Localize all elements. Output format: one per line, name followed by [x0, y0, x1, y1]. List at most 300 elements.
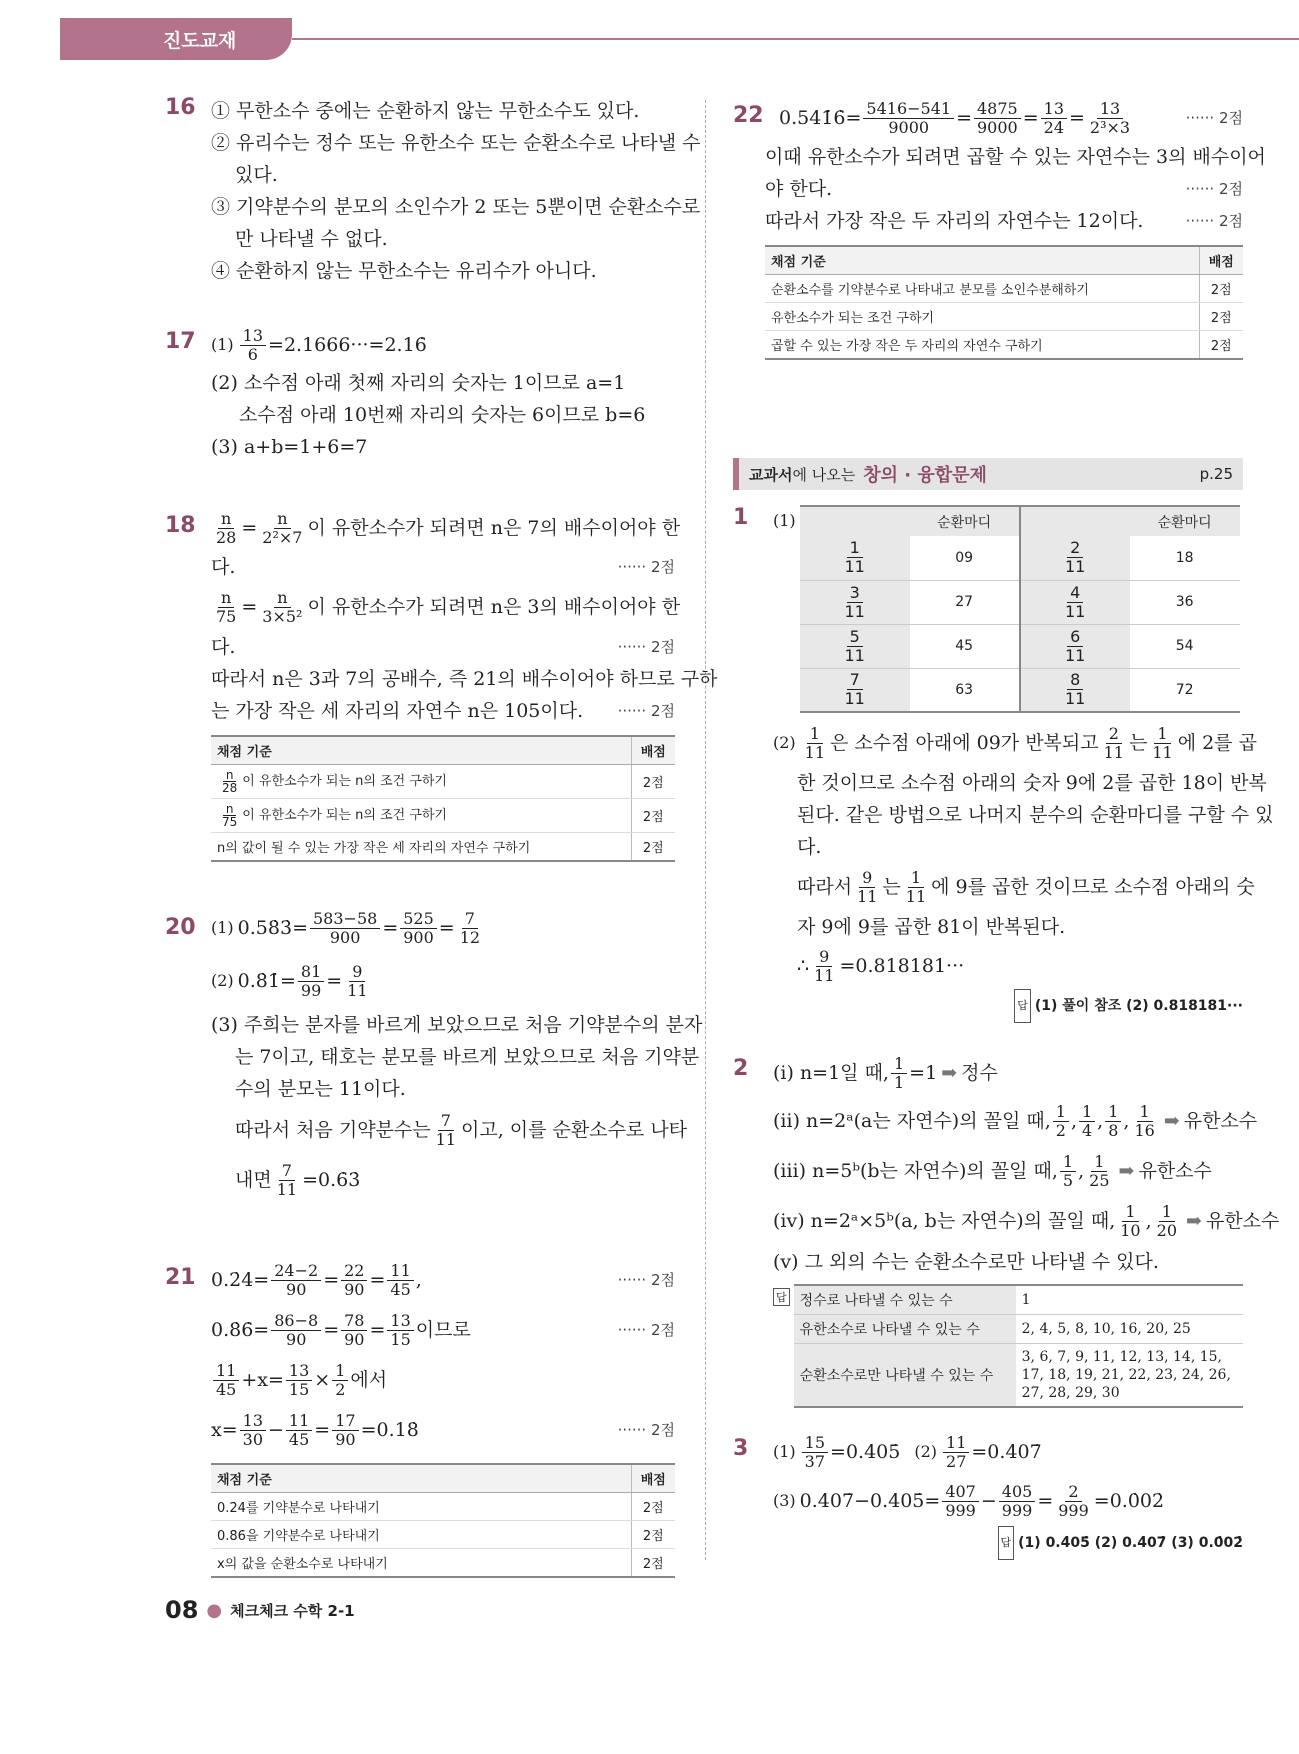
criterion: x의 값을 순환소수로 나타내기 — [211, 1549, 631, 1578]
text: 은 소수점 아래에 09가 반복되고 — [830, 732, 1099, 754]
section-banner — [733, 458, 1243, 490]
kind-values: 3, 6, 7, 9, 11, 12, 13, 14, 15, 17, 18, 19, 21, 22, 23, 24, 26, 27, 28, 29, 30 — [1016, 1344, 1243, 1408]
fraction — [841, 628, 867, 665]
numerator: 7 — [462, 910, 478, 929]
fraction — [1062, 628, 1088, 665]
denominator: 4 — [1081, 1120, 1093, 1140]
question-1 — [733, 505, 1274, 1023]
text: (ⅱ) n=2ᵃ(a는 자연수)의 꼴일 때, — [773, 1110, 1051, 1132]
item-tag: (2) — [773, 733, 796, 752]
fraction — [1149, 725, 1175, 762]
fraction — [298, 963, 324, 1000]
numerator: 8 — [1067, 671, 1083, 690]
text-line — [211, 631, 675, 663]
problem-21 — [165, 1255, 675, 1578]
denominator: 11 — [1152, 742, 1173, 762]
fraction — [974, 100, 1021, 137]
denominator: 90 — [286, 1279, 307, 1299]
banner-page: p.25 — [1199, 465, 1233, 483]
denominator: 11 — [844, 601, 865, 621]
table-row — [211, 1521, 675, 1549]
fraction — [1062, 671, 1088, 708]
score: 2점 — [1199, 331, 1243, 360]
fraction — [400, 910, 437, 947]
numerator: 7 — [847, 671, 863, 690]
text: 따라서 처음 기약분수는 — [235, 1119, 431, 1141]
fraction — [332, 1362, 348, 1399]
text-line: 0.541̇6̇= $\frac{5416-541}{9000}$ = $\frac{4875}{9000}$ = $\frac{13}{24}$ = $\frac{13}{\text{2³×3}}$ ······ 2점 — [779, 98, 1243, 137]
denominator: 11 — [435, 1129, 456, 1149]
arrow-icon: ➡ — [941, 1062, 958, 1084]
denominator: 75 — [216, 606, 237, 626]
column-divider — [705, 100, 706, 1560]
criterion: 곱할 수 있는 가장 작은 두 자리의 자연수 구하기 — [765, 331, 1199, 360]
denominator: 9000 — [977, 117, 1018, 137]
problem-number: 1 — [733, 505, 749, 530]
expression: 0.8̇6̇= — [211, 1319, 270, 1341]
problem-number: 16 — [165, 95, 196, 120]
expression: x= — [211, 1419, 238, 1441]
fraction — [841, 671, 867, 708]
header-rule — [292, 38, 1299, 40]
points: ······ 2점 — [617, 1271, 675, 1289]
numerator: n — [223, 769, 237, 782]
numerator: 11 — [387, 1262, 413, 1281]
fraction — [387, 1262, 413, 1299]
text-line: 수의 분모는 11이다. — [235, 1078, 406, 1100]
denominator: 30 — [242, 1429, 263, 1449]
text: 다. — [211, 556, 236, 578]
problem-number: 22 — [733, 103, 764, 128]
numerator: 9 — [859, 869, 875, 888]
text-line — [773, 943, 1243, 989]
fraction — [286, 1362, 312, 1399]
numerator: 407 — [942, 1483, 979, 1502]
denominator: 900 — [329, 927, 361, 947]
numerator: n — [274, 510, 290, 529]
denominator: 28 — [222, 781, 238, 795]
result: 유한소수 — [1138, 1160, 1212, 1182]
kind-label: 순환소수로만 나타낼 수 있는 수 — [794, 1344, 1016, 1408]
text: (ⅰ) n=1일 때, — [773, 1062, 889, 1084]
denominator: 15 — [390, 1329, 411, 1349]
denominator: 5 — [1062, 1170, 1074, 1190]
banner-title: 창의 · 융합문제 — [863, 465, 987, 486]
text-line — [211, 1105, 688, 1155]
arrow-icon: ➡ — [1118, 1160, 1135, 1182]
question-2 — [733, 1050, 1280, 1408]
denominator: 11 — [1064, 557, 1086, 577]
fraction — [1154, 1203, 1180, 1240]
text-line: 자 9에 9를 곱한 81이 반복된다. — [797, 916, 1066, 938]
fraction — [903, 869, 929, 906]
points: ······ 2점 — [1185, 180, 1243, 198]
score: 2점 — [631, 1549, 675, 1578]
problem-number: 18 — [165, 513, 196, 538]
text-line: (2) 0.8̇1̇= $\frac{81}{99}$ = $\frac{9}{11}$ — [211, 953, 675, 1009]
table-row — [211, 1549, 675, 1578]
expression: +x= — [241, 1369, 284, 1391]
numerator: 405 — [999, 1483, 1036, 1502]
problem-18 — [165, 505, 718, 862]
numerator: n — [218, 589, 234, 608]
table-row — [800, 624, 1240, 668]
fraction — [1117, 1203, 1143, 1240]
result: 유한소수 — [1205, 1210, 1280, 1232]
expression: =0.4̇05̇ — [830, 1441, 901, 1463]
table-row — [765, 303, 1243, 331]
denominator: 1 — [893, 1072, 905, 1092]
table-row — [211, 833, 675, 862]
denominator: 11 — [1103, 742, 1124, 762]
criterion: 유한소수가 되는 조건 구하기 — [765, 303, 1199, 331]
denominator: 90 — [344, 1329, 365, 1349]
denominator: 15 — [288, 1379, 310, 1399]
denominator: 9000 — [888, 117, 930, 137]
scoring-table — [765, 245, 1243, 360]
text-line: 있다. — [235, 164, 278, 186]
fraction — [1060, 1153, 1076, 1190]
arrow-icon: ➡ — [1186, 1210, 1202, 1232]
page-footer — [165, 1596, 355, 1624]
denominator: 2 — [1055, 1120, 1066, 1140]
table-header: 순환마디 — [910, 506, 1020, 536]
denominator: 90 — [335, 1429, 356, 1449]
bullet-icon: ● — [206, 1599, 223, 1621]
fraction — [943, 1434, 969, 1471]
numerator: 2 — [1106, 725, 1122, 744]
item-tag: (1) — [211, 335, 234, 354]
numerator: 5416−541 — [863, 100, 954, 119]
numerator: 5 — [847, 628, 863, 647]
expression: =0.18̇ — [360, 1419, 419, 1441]
book-title: 체크체크 수학 2-1 — [230, 1601, 355, 1620]
table-row — [765, 275, 1243, 303]
text: 에서 — [350, 1369, 388, 1391]
scoring-table — [211, 1463, 675, 1578]
fraction — [802, 725, 828, 762]
expression: =0.6̇3̇ — [302, 1169, 361, 1191]
denominator: 999 — [945, 1500, 976, 1520]
table-row — [765, 331, 1243, 360]
points: ······ 2점 — [617, 1321, 675, 1339]
text-line — [773, 1428, 1243, 1476]
numerator: 1 — [1137, 1103, 1153, 1122]
fraction — [811, 948, 837, 985]
table-row — [794, 1285, 1243, 1315]
fraction — [213, 1362, 239, 1399]
table-header: 순환마디 — [1130, 506, 1240, 536]
problem-number: 3 — [733, 1436, 749, 1461]
fraction — [344, 963, 370, 1000]
denominator: 16 — [1134, 1120, 1155, 1140]
table-row — [794, 1315, 1243, 1344]
table-header: 채점 기준 — [211, 1464, 631, 1493]
points: ······ 2점 — [617, 702, 675, 720]
fraction — [433, 1112, 459, 1149]
numerator: 13 — [240, 1412, 266, 1431]
numerator: 11 — [943, 1434, 969, 1453]
score: 2점 — [1199, 303, 1243, 331]
points: ······ 2점 — [1185, 109, 1243, 127]
table-header: 배점 — [1199, 246, 1243, 275]
criterion: 이 유한소수가 되는 n의 조건 구하기 — [242, 774, 447, 789]
numerator: 2 — [1067, 539, 1083, 558]
text-line: ② 유리수는 정수 또는 유한소수 또는 순환소수로 나타낼 수 — [211, 132, 701, 154]
fraction — [341, 1262, 367, 1299]
numerator: 13 — [1097, 100, 1123, 119]
numerator: 1 — [1060, 1153, 1076, 1172]
fraction — [310, 910, 380, 947]
text: 이 유한소수가 되려면 n은 3의 배수이어야 한 — [307, 596, 681, 618]
fraction — [802, 1434, 828, 1471]
problem-17 — [165, 323, 675, 463]
numerator: 24−2 — [271, 1262, 321, 1281]
fraction — [1053, 1103, 1069, 1140]
numerator: 1 — [891, 1055, 907, 1074]
text-line: 된다. 같은 방법으로 나머지 분수의 순환마디를 구할 수 있 — [797, 804, 1274, 826]
text-line: 소수점 아래 10번째 자리의 숫자는 6이므로 b=6 — [239, 404, 646, 426]
text-line: 한 것이므로 소수점 아래의 숫자 9에 2를 곱한 18이 반복 — [797, 772, 1267, 794]
fraction — [240, 327, 266, 364]
numerator: 7 — [279, 1162, 295, 1181]
table-header-blank — [800, 506, 910, 536]
text-line: ③ 기약분수의 분모의 소인수가 2 또는 5뿐이면 순환소수로 — [211, 196, 701, 218]
numerator: 1 — [1053, 1103, 1069, 1122]
text: 이므로 — [415, 1319, 471, 1341]
fraction — [271, 1262, 321, 1299]
denominator: 75 — [222, 815, 238, 829]
fraction — [341, 1312, 367, 1349]
problem-16 — [165, 95, 701, 287]
fraction — [259, 589, 305, 626]
text: 다. — [211, 636, 236, 658]
cycle-value: 54 — [1130, 624, 1240, 668]
numerator: 13 — [1041, 100, 1067, 119]
header-tab-label: 진도교재 — [163, 30, 237, 52]
denominator: 8 — [1108, 1120, 1119, 1140]
denominator: 900 — [403, 927, 434, 947]
text: (ⅲ) n=5ᵇ(b는 자연수)의 꼴일 때, — [773, 1160, 1058, 1182]
points: ······ 2점 — [1185, 212, 1243, 230]
item-tag: (2) — [914, 1442, 938, 1461]
text: 는 가장 작은 세 자리의 자연수 n은 105이다. — [211, 700, 584, 722]
numerator: 1 — [1122, 1203, 1138, 1222]
expression: 0.4̇07̇−0.4̇05̇= — [799, 1490, 941, 1512]
denominator: 3×5² — [262, 606, 303, 626]
text: 는 — [882, 876, 901, 898]
text-line: 는 7이고, 태호는 분모를 바르게 보았으므로 처음 기약분 — [235, 1046, 700, 1068]
denominator: 11 — [844, 689, 865, 709]
criterion: 0.8̇6̇을 기약분수로 나타내기 — [211, 1521, 631, 1549]
denominator: 11 — [844, 557, 865, 577]
answer-mark: 답 — [1014, 989, 1031, 1023]
fraction — [1101, 725, 1127, 762]
operator: × — [314, 1369, 331, 1391]
denominator: 11 — [1064, 601, 1086, 621]
denominator: 2²×7 — [262, 527, 303, 547]
text-line: (3) 0.4̇07̇−0.4̇05̇= $\frac{407}{999}$ − $\frac{405}{999}$ = $\frac{2}{999}$ =0.0̇02̇ — [773, 1481, 1165, 1520]
problem-number: 20 — [165, 915, 196, 940]
denominator: 27 — [946, 1451, 967, 1471]
text-line — [765, 173, 1243, 205]
table-row — [800, 668, 1240, 712]
fraction — [274, 1162, 300, 1199]
fraction — [387, 1312, 413, 1349]
table-row — [211, 765, 675, 799]
fraction — [841, 584, 867, 621]
expression: 0.58̇3̇= — [237, 917, 308, 939]
text-line: (3) 주희는 분자를 바르게 보았으므로 처음 기약분수의 분자 — [211, 1014, 703, 1036]
points: ······ 2점 — [617, 1421, 675, 1439]
fraction — [1055, 1483, 1092, 1520]
fraction — [1105, 1103, 1121, 1140]
numerator: 81 — [298, 963, 324, 982]
numerator: 22 — [341, 1262, 367, 1281]
numerator: 1 — [847, 539, 863, 558]
numerator: 15 — [802, 1434, 828, 1453]
item-tag: (3) — [773, 1491, 796, 1510]
text-line — [211, 1155, 675, 1205]
numerator: 17 — [332, 1412, 358, 1431]
numerator: n — [223, 803, 237, 816]
table-header-blank — [1020, 506, 1130, 536]
denominator: 12 — [459, 927, 481, 947]
fraction — [271, 1312, 321, 1349]
cycle-value: 36 — [1130, 580, 1240, 624]
denominator: 90 — [286, 1329, 307, 1349]
text-line: ④ 순환하지 않는 무한소수는 유리수가 아니다. — [211, 260, 597, 282]
denominator: 45 — [390, 1279, 411, 1299]
cycle-value: 09 — [910, 536, 1020, 580]
text-line: $\frac{n}{28}$ = $\frac{n}{\text{2²×7}}$ 이 유한소수가 되려면 n은 7의 배수이어야 한 — [211, 505, 675, 551]
denominator: 20 — [1156, 1220, 1178, 1240]
score: 2점 — [631, 1493, 675, 1521]
text-line: 이때 유한소수가 되려면 곱할 수 있는 자연수는 3의 배수이어 — [765, 146, 1266, 168]
therefore-symbol: ∴ — [797, 955, 810, 977]
numerator: 1 — [1154, 725, 1170, 744]
text-line — [773, 719, 1257, 767]
numerator: 6 — [1067, 628, 1083, 647]
text-line: 만 나타낼 수 없다. — [235, 228, 388, 250]
text-line: (ⅲ) n=5ᵇ(b는 자연수)의 꼴일 때, $\frac{1}{5}$ , $\frac{1}{25}$ ➡ 유한소수 — [773, 1151, 1212, 1190]
table-row — [794, 1344, 1243, 1408]
denominator: 11 — [1064, 689, 1086, 709]
fraction — [1041, 100, 1067, 137]
numerator: 11 — [286, 1412, 312, 1431]
answer-mark: 답 — [998, 1526, 1015, 1560]
points: ······ 2점 — [617, 638, 675, 656]
fraction — [854, 869, 880, 906]
answer: (1) 0.4̇05̇ (2) 0.4̇07̇ (3) 0.0̇02̇ — [1018, 1535, 1243, 1551]
text: 이고, 이를 순환소수로 나타 — [460, 1119, 688, 1141]
item-tag: (1) — [773, 511, 796, 530]
item-tag: (1) — [773, 1442, 796, 1461]
numerator: 525 — [400, 910, 437, 929]
table-header: 배점 — [631, 736, 675, 765]
numerator: 7 — [438, 1112, 454, 1131]
denominator: 24 — [1043, 117, 1064, 137]
text-line: 다. — [797, 836, 822, 858]
table-row — [800, 580, 1240, 624]
answer-line — [773, 1526, 1243, 1560]
score: 2점 — [631, 1521, 675, 1549]
table-header: 채점 기준 — [765, 246, 1199, 275]
expression: 0.8̇1̇= — [237, 970, 296, 992]
arrow-icon: ➡ — [1163, 1110, 1180, 1132]
text: (ⅳ) n=2ᵃ×5ᵇ(a, b는 자연수)의 꼴일 때, — [773, 1210, 1116, 1232]
table-header: 배점 — [631, 1464, 675, 1493]
fraction — [863, 100, 954, 137]
criterion: 순환소수를 기약분수로 나타내고 분모를 소인수분해하기 — [765, 275, 1199, 303]
cycle-value: 72 — [1130, 668, 1240, 712]
points: ······ 2점 — [617, 558, 675, 576]
denominator: 11 — [857, 886, 878, 906]
text: 야 한다. — [765, 178, 833, 200]
kind-label: 정수로 나타낼 수 있는 수 — [794, 1285, 1016, 1315]
denominator: 28 — [216, 527, 237, 547]
text: , — [415, 1269, 422, 1291]
answer-table-wrap — [773, 1284, 1243, 1408]
denominator: 11 — [814, 965, 835, 985]
numerator: n — [274, 589, 290, 608]
numerator: 1 — [807, 725, 823, 744]
fraction — [1131, 1103, 1157, 1140]
numerator: 1 — [1079, 1103, 1095, 1122]
text: 에 2를 곱 — [1177, 732, 1257, 754]
denominator: 11 — [844, 645, 865, 665]
numerator: 13 — [387, 1312, 413, 1331]
criterion: 0.2̇4̇를 기약분수로 나타내기 — [211, 1493, 631, 1521]
numerator: 2 — [1065, 1483, 1081, 1502]
fraction — [999, 1483, 1036, 1520]
numerator: 13 — [286, 1362, 312, 1381]
text: 에 9를 곱한 것이므로 소수점 아래의 숫 — [931, 876, 1255, 898]
numerator: 9 — [349, 963, 365, 982]
score: 2점 — [631, 765, 675, 799]
denominator: 2³×3 — [1089, 117, 1131, 137]
answer-mark: 답 — [773, 1288, 790, 1306]
denominator: 25 — [1089, 1170, 1110, 1190]
numerator: 583−58 — [310, 910, 380, 929]
fraction — [891, 1055, 907, 1092]
fraction — [240, 1412, 266, 1449]
text-line: 따라서 n은 3과 7의 공배수, 즉 21의 배수이어야 하므로 구하 — [211, 668, 718, 690]
denominator: 11 — [804, 742, 826, 762]
numerator: 4 — [1067, 584, 1083, 603]
problem-number: 17 — [165, 329, 196, 354]
problem-number: 21 — [165, 1265, 196, 1290]
table-row — [211, 799, 675, 833]
fraction — [219, 803, 240, 828]
banner-keyword: 교과서 — [749, 465, 793, 484]
denominator: 11 — [276, 1179, 298, 1199]
cycle-table — [800, 505, 1240, 713]
problem-20 — [165, 903, 703, 1205]
result: 유한소수 — [1183, 1110, 1258, 1132]
fraction — [457, 910, 483, 947]
text: 따라서 — [797, 876, 853, 898]
cycle-value: 45 — [910, 624, 1020, 668]
score: 2점 — [631, 799, 675, 833]
problem-22 — [733, 95, 1266, 360]
expression: =1 — [909, 1062, 938, 1084]
score: 2점 — [631, 833, 675, 862]
text-line: (ⅳ) n=2ᵃ×5ᵇ(a, b는 자연수)의 꼴일 때, $\frac{1}{10}$ , $\frac{1}{20}$ ➡ 유한소수 — [773, 1201, 1280, 1240]
criterion: n의 값이 될 수 있는 가장 작은 세 자리의 자연수 구하기 — [211, 833, 631, 862]
kind-values: 1 — [1016, 1285, 1243, 1315]
numerator: 1 — [1159, 1203, 1175, 1222]
